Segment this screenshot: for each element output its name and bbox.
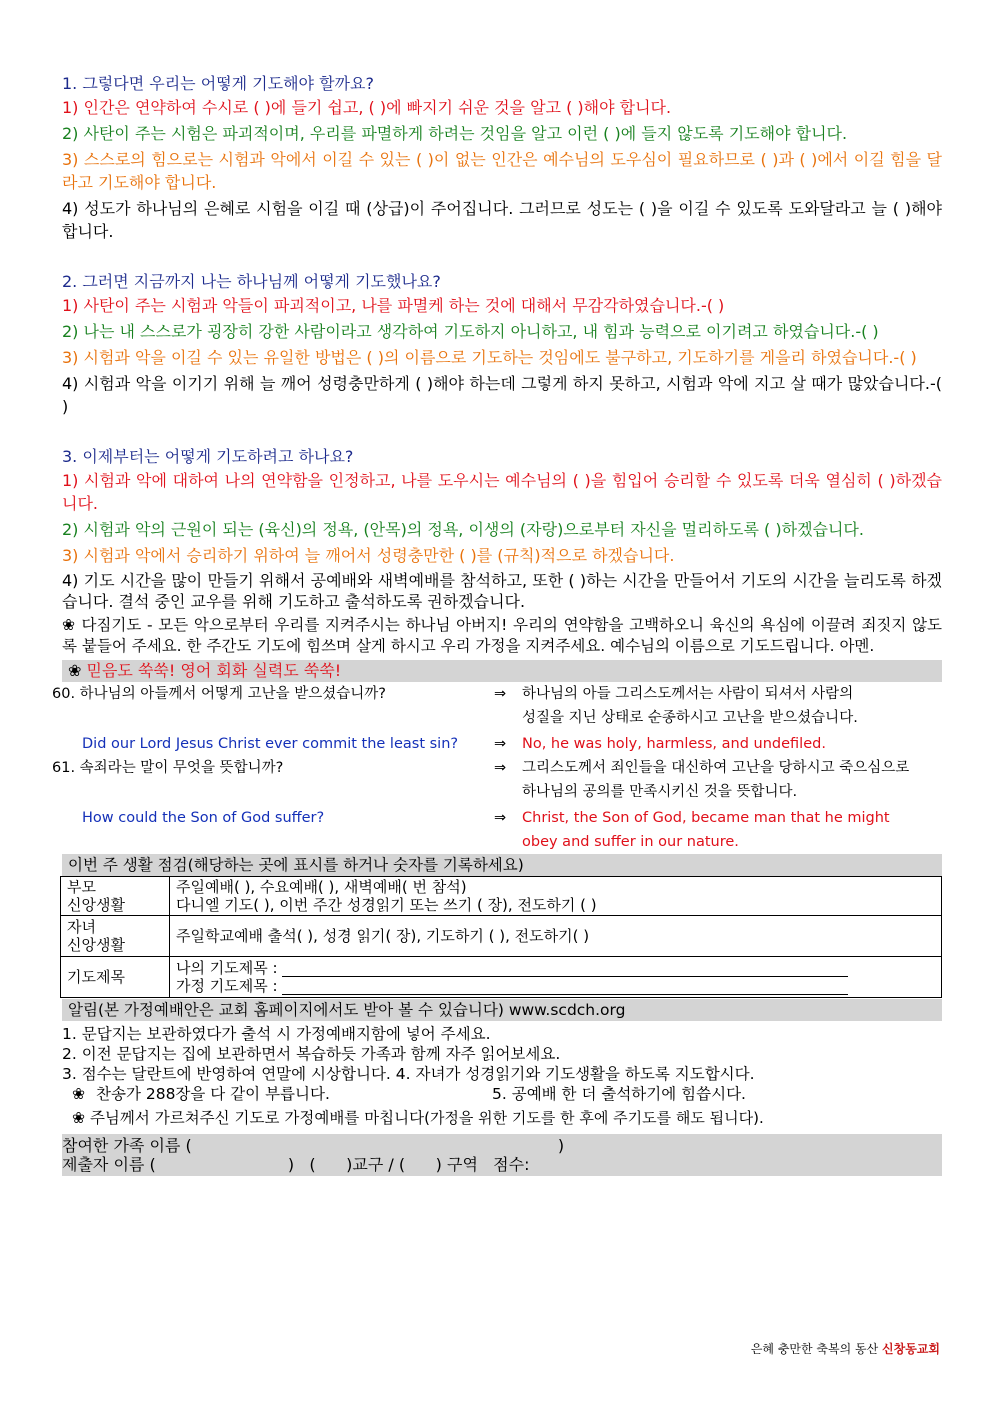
parent-fields[interactable]: 주일예배( ), 수요예배( ), 새벽예배( 번 참석) 다니엘 기도( ), 이번 주간 성경읽기 또는 쓰기 ( 장), 전도하기 ( ) [170,877,942,916]
section-1-answer-1: 1) 인간은 연약하여 수시로 ( )에 들기 쉽고, ( )에 빠지기 쉬운 것을 알고 ( )해야 합니다. [62,98,672,117]
faith-banner [62,660,942,682]
arrow-icon: ⇒ [494,760,507,776]
table-row [61,957,942,998]
prayer-topic-fields[interactable]: 나의 기도제목 : 가정 기도제목 : [170,957,942,998]
section-2-answer-2: 2) 나는 내 스스로가 굉장히 강한 사람이라고 생각하여 기도하지 아니하고, 내 힘과 능력으로 이기려고 하였습니다.-( ) [62,322,879,341]
catechism-a61-english-line1: Christ, the Son of God, became man that he might [522,810,890,826]
life-check-header [62,854,942,876]
section-3-answer-2: 2) 시험과 악의 근원이 되는 (육신)의 정욕, (안목)의 정욕, 이생의 (자랑)으로부터 자신을 멀리하도록 ( )하겠습니다. [62,520,864,539]
section-2-answer-1: 1) 사탄이 주는 시험과 악들이 파괴적이고, 나를 파멸케 하는 것에 대해서 무감각하였습니다.-( ) [62,296,725,315]
section-3-answer-4: 4) 기도 시간을 많이 만들기 위해서 공예배와 새벽예배를 참석하고, 또한 ( )하는 시간을 만들어서 기도의 시간을 늘리도록 하겠습니다. 결석 중인 교우를 위해 기도하고 출석하도록 권하겠습니다. [62,571,942,611]
footer [751,1340,940,1357]
catechism-section [52,682,942,852]
resolution-text: 다짐기도 - 모든 악으로부터 우리를 지켜주시는 하나님 아버지! 우리의 연약함을 고백하오니 육신의 욕심에 이끌려 죄짓지 않도록 붙들어 주세요. 한 주간도 기도에 힘쓰며 살게 하시고 우리 가정을 지켜주세요. 예수님의 이름으로 기도드립니다. 아멘. [62,616,942,655]
submitter-line: 제출자 이름 ( ) ( )교구 / ( ) 구역 점수: [62,1155,530,1174]
section-2-answer-3: 3) 시험과 악을 이길 수 있는 유일한 방법은 ( )의 이름으로 기도하는 것임에도 불구하고, 기도하기를 게을리 하였습니다.-( ) [62,348,917,367]
section-1-answer-3: 3) 스스로의 힘으로는 시험과 악에서 이길 수 있는 ( )이 없는 인간은 예수님의 도우심이 필요하므로 ( )과 ( )에서 이길 힘을 달라고 기도해야 합니다. [62,150,942,192]
submission-box[interactable] [62,1134,942,1176]
catechism-q60-english: Did our Lord Jesus Christ ever commit the least sin? [82,736,459,752]
flower-icon: ❀ [68,661,82,680]
list-item: 1. 문답지는 보관하였다가 출석 시 가정예배지함에 넣어 주세요. [62,1025,491,1043]
catechism-a61-line1: 그리스도께서 죄인들을 대신하여 고난을 당하시고 죽으심으로 [522,760,910,776]
resolution-prayer [62,615,942,657]
parent-label: 부모 신앙생활 [61,877,170,916]
attendance-text: 5. 공예배 한 더 출석하기에 힘씁시다. [492,1085,746,1103]
section-3-answer-1: 1) 시험과 악에 대하여 나의 연약함을 인정하고, 나를 도우시는 예수님의 ( )을 힘입어 승리할 수 있도록 더욱 열심히 ( )하겠습니다. [62,471,942,513]
section-2-answer-4: 4) 시험과 악을 이기기 위해 늘 깨어 성령충만하게 ( )해야 하는데 그렇게 하지 못하고, 시험과 악에 지고 살 때가 많았습니다.-( ) [62,374,942,416]
list-item: 2. 이전 문답지는 집에 보관하면서 복습하듯 가족과 함께 자주 읽어보세요. [62,1045,561,1063]
catechism-a61-english-line2: obey and suffer in our nature. [522,834,739,850]
family-names-line: 참여한 가족 이름 ( ) [62,1136,565,1155]
catechism-q61-english: How could the Son of God suffer? [82,810,325,826]
flower-icon: ❀ [62,616,76,634]
table-row [61,877,942,916]
child-fields[interactable]: 주일학교예배 출석( ), 성경 읽기( 장), 기도하기 ( ), 전도하기( ) [170,916,942,957]
list-item [62,1108,942,1128]
notice-note: (본 가정예배안은 교회 홈페이지에서도 받아 볼 수 있습니다) www.scdch.org [97,1001,626,1019]
child-label: 자녀 신앙생활 [61,916,170,957]
closing-note: (가정을 위한 기도를 한 후에 주기도를 해도 됩니다). [424,1109,764,1127]
section-3-answer-3: 3) 시험과 악에서 승리하기 위하여 늘 깨어서 성령충만한 ( )를 (규칙)적으로 하겠습니다. [62,546,675,565]
catechism-q60: 60. 하나님의 아들께서 어떻게 고난을 받으셨습니까? [52,686,386,702]
life-check-note: (해당하는 곳에 표시를 하거나 숫자를 기록하세요) [187,856,524,874]
table-row [61,916,942,957]
section-1-question: 1. 그렇다면 우리는 어떻게 기도해야 할까요? [62,74,374,93]
section-3-question: 3. 이제부터는 어떻게 기도하려고 하나요? [62,447,354,466]
church-name: 신창동교회 [882,1342,940,1356]
section-1-answer-2: 2) 사탄이 주는 시험은 파괴적이며, 우리를 파멸하게 하려는 것임을 알고 이런 ( )에 들지 않도록 기도해야 합니다. [62,124,848,143]
prayer-topic-label: 기도제목 [61,957,170,998]
notice-header [62,999,942,1021]
arrow-icon: ⇒ [494,810,507,826]
section-2-question: 2. 그러면 지금까지 나는 하나님께 어떻게 기도했나요? [62,272,441,291]
list-item [62,1084,942,1106]
flower-icon: ❀ [72,1085,85,1103]
notice-list [62,1024,942,1128]
catechism-a60-line1: 하나님의 아들 그리스도께서는 사람이 되셔서 사람의 [522,686,854,702]
catechism-a60-english: No, he was holy, harmless, and undefiled. [522,736,826,752]
faith-banner-text: 믿음도 쑥쑥! 영어 회화 실력도 쑥쑥! [86,661,342,680]
worksheet [52,72,942,1176]
closing-text: 주님께서 가르쳐주신 기도로 가정예배를 마칩니다 [89,1109,425,1127]
list-item: 3. 점수는 달란트에 반영하여 연말에 시상합니다. 4. 자녀가 성경읽기와 기도생활을 하도록 지도합시다. [62,1065,755,1083]
catechism-q61: 61. 속죄라는 말이 무엇을 뜻합니까? [52,760,284,776]
life-check-table [60,876,942,998]
notice-title: 알림 [68,1001,98,1019]
catechism-a61-line2: 하나님의 공의를 만족시키신 것을 뜻합니다. [522,784,798,800]
arrow-icon: ⇒ [494,736,507,752]
footer-motto: 은혜 충만한 축복의 동산 [750,1342,879,1356]
life-check-title: 이번 주 생활 점검 [68,856,188,874]
catechism-a60-line2: 성질을 지닌 상태로 순종하시고 고난을 받으셨습니다. [522,710,858,726]
arrow-icon: ⇒ [494,686,507,702]
section-1-answer-4: 4) 성도가 하나님의 은혜로 시험을 이길 때 (상급)이 주어집니다. 그러므로 성도는 ( )을 이길 수 있도록 도와달라고 늘 ( )해야 합니다. [62,199,942,241]
hymn-text: 찬송가 288장을 다 같이 부릅니다. [96,1085,330,1103]
flower-icon: ❀ [72,1109,85,1127]
